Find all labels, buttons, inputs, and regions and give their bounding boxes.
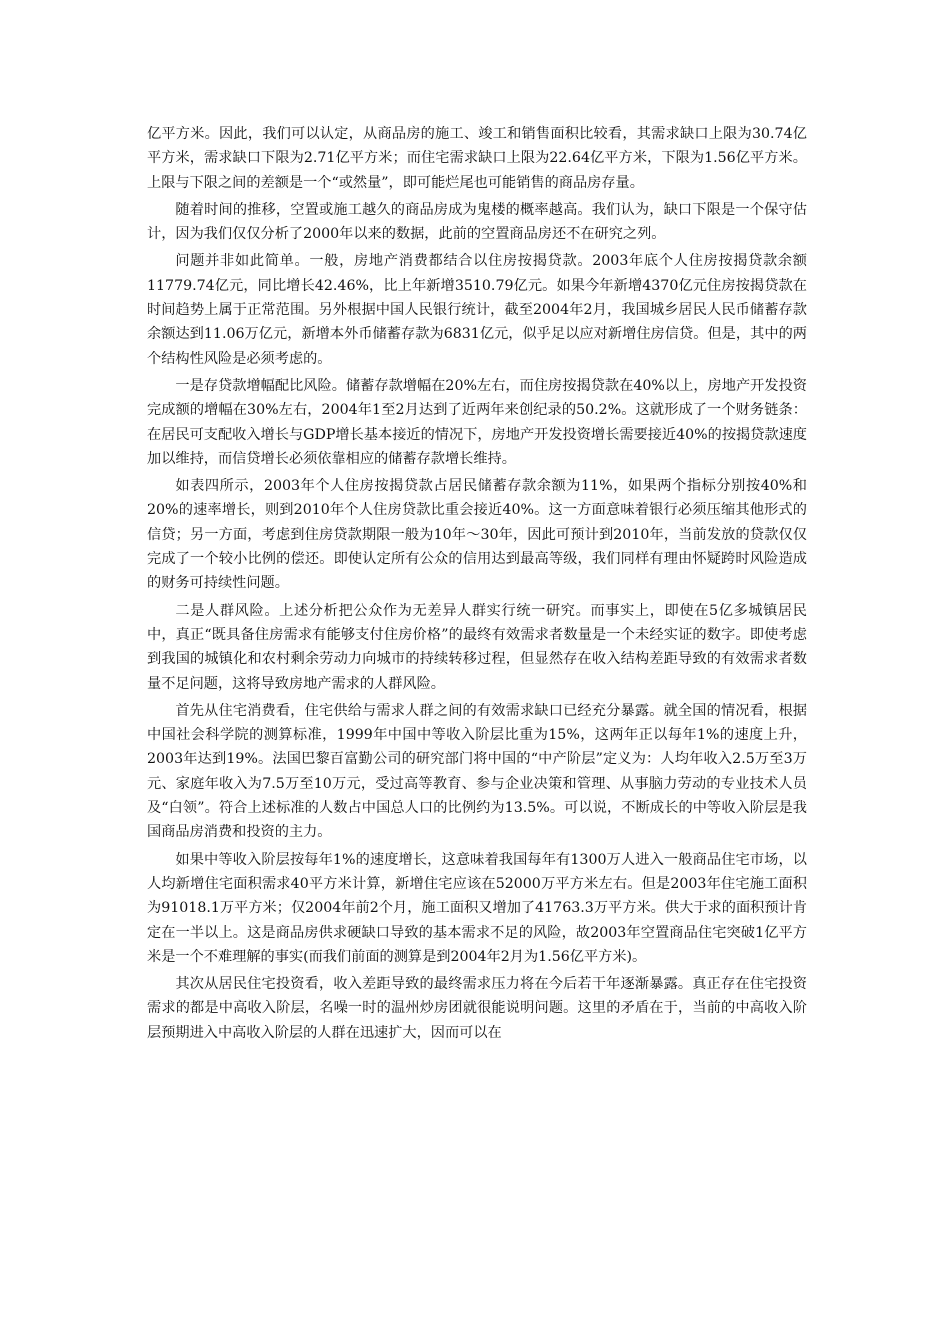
paragraph: 一是存贷款增幅配比风险。储蓄存款增幅在20%左右，而住房按揭贷款在40%以上，房地产开发投资完成额的增幅在30%左右，2004年1至2月达到了近两年来创纪录的50.2%。这就形成了一个财务链条：在居民可支配收入增长与GDP增长基本接近的情况下，房地产开发投资增长需要接近40%的按揭贷款速度加以维持，而信贷增长必须依靠相应的储蓄存款增长维持。: [147, 377, 807, 467]
paragraph: 其次从居民住宅投资看，收入差距导致的最终需求压力将在今后若干年逐渐暴露。真正存在住宅投资需求的都是中高收入阶层，名噪一时的温州炒房团就很能说明问题。这里的矛盾在于，当前的中高收入阶层预期进入中高收入阶层的人群在迅速扩大，因而可以在: [147, 976, 807, 1041]
paragraph-continued: 亿平方米。因此，我们可以认定，从商品房的施工、竣工和销售面积比较看，其需求缺口上限为30.74亿平方米，需求缺口下限为2.71亿平方米；而住宅需求缺口上限为22.64亿平方米，下限为1.56亿平方米。上限与下限之间的差额是一个“或然量”，即可能烂尾也可能销售的商品房存量。: [147, 126, 807, 191]
paragraph: 随着时间的推移，空置或施工越久的商品房成为鬼楼的概率越高。我们认为，缺口下限是一个保守估计，因为我们仅仅分析了2000年以来的数据，此前的空置商品房还不在研究之列。: [147, 201, 807, 243]
document-body: [147, 122, 807, 1048]
paragraph: 如表四所示，2003年个人住房按揭贷款占居民储蓄存款余额为11%，如果两个指标分别按40%和20%的速率增长，则到2010年个人住房贷款比重会接近40%。这一方面意味着银行必须压缩其他形式的信贷；另一方面，考虑到住房贷款期限一般为10年～30年，因此可预计到2010年，当前发放的贷款仅仅完成了一个较小比例的偿还。即使认定所有公众的信用达到最高等级，我们同样有理由怀疑跨时风险造成的财务可持续性问题。: [147, 478, 807, 592]
paragraph: 首先从住宅消费看，住宅供给与需求人群之间的有效需求缺口已经充分暴露。就全国的情况看，根据中国社会科学院的测算标准，1999年中国中等收入阶层比重为15%，这两年正以每年1%的速度上升，2003年达到19%。法国巴黎百富勤公司的研究部门将中国的“中产阶层”定义为：人均年收入2.5万至3万元、家庭年收入为7.5万至10万元，受过高等教育、参与企业决策和管理、从事脑力劳动的专业技术人员及“白领”。符合上述标准的人数占中国总人口的比例约为13.5%。可以说，不断成长的中等收入阶层是我国商品房消费和投资的主力。: [147, 702, 807, 841]
paragraph: 如果中等收入阶层按每年1%的速度增长，这意味着我国每年有1300万人进入一般商品住宅市场，以人均新增住宅面积需求40平方米计算，新增住宅应该在52000万平方米左右。但是2003年住宅施工面积为91018.1万平方米；仅2004年前2个月，施工面积又增加了41763.3万平方米。供大于求的面积预计肯定在一半以上。这是商品房供求硬缺口导致的基本需求不足的风险，故2003年空置商品住宅突破1亿平方米是一个不难理解的事实(而我们前面的测算是到2004年2月为1.56亿平方米)。: [147, 851, 807, 965]
paragraph: 二是人群风险。上述分析把公众作为无差异人群实行统一研究。而事实上，即使在5亿多城镇居民中，真正“既具备住房需求有能够支付住房价格”的最终有效需求者数量是一个未经实证的数字。即使考虑到我国的城镇化和农村剩余劳动力向城市的持续转移过程，但显然存在收入结构差距导致的有效需求者数量不足问题，这将导致房地产需求的人群风险。: [147, 602, 807, 692]
paragraph: 问题并非如此简单。一般，房地产消费都结合以住房按揭贷款。2003年底个人住房按揭贷款余额11779.74亿元，同比增长42.46%，比上年新增3510.79亿元。如果今年新增4370亿元住房按揭贷款在时间趋势上属于正常范围。另外根据中国人民银行统计，截至2004年2月，我国城乡居民人民币储蓄存款余额达到11.06万亿元，新增本外币储蓄存款为6831亿元，似乎足以应对新增住房信贷。但是，其中的两个结构性风险是必须考虑的。: [147, 253, 807, 367]
